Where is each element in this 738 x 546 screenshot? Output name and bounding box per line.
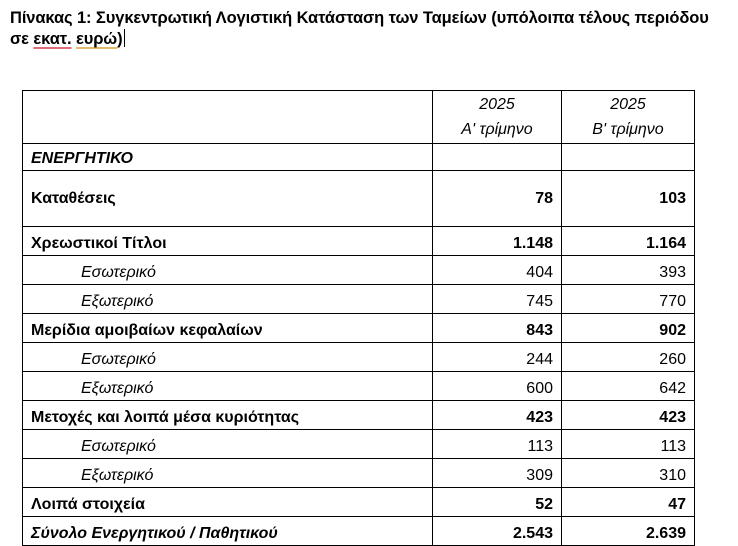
- table-row-deposits: [23, 171, 695, 227]
- row-label[interactable]: Σύνολο Ενεργητικού / Παθητικού: [23, 517, 433, 546]
- value-q1[interactable]: 423: [433, 401, 562, 430]
- table-row-foreign: [23, 285, 695, 314]
- header-q1[interactable]: [433, 91, 562, 144]
- empty-cell[interactable]: [433, 144, 562, 171]
- table-caption[interactable]: [10, 8, 732, 50]
- value-q1[interactable]: 600: [433, 372, 562, 401]
- row-label[interactable]: Εξωτερικό: [23, 285, 433, 314]
- header-q1-year: 2025: [479, 96, 515, 113]
- table-row-domestic: [23, 343, 695, 372]
- spellcheck-flagged-word[interactable]: εκατ.: [33, 30, 72, 48]
- row-label[interactable]: Καταθέσεις: [23, 171, 433, 227]
- header-empty-cell[interactable]: [23, 91, 433, 144]
- caption-text: Πίνακας 1: Συγκεντρωτική Λογιστική Κατάσταση των Ταμείων (υπόλοιπα τέλους περιόδου σε: [10, 9, 709, 48]
- value-q2[interactable]: 393: [562, 256, 695, 285]
- value-q2[interactable]: 47: [562, 488, 695, 517]
- table-row-foreign: [23, 372, 695, 401]
- value-q2[interactable]: 2.639: [562, 517, 695, 546]
- value-q1[interactable]: 309: [433, 459, 562, 488]
- value-q1[interactable]: 745: [433, 285, 562, 314]
- header-q2-year: 2025: [610, 96, 646, 113]
- row-label[interactable]: Λοιπά στοιχεία: [23, 488, 433, 517]
- row-label[interactable]: Εξωτερικό: [23, 459, 433, 488]
- row-label[interactable]: Εσωτερικό: [23, 256, 433, 285]
- section-row-assets: [23, 144, 695, 171]
- value-q2[interactable]: 113: [562, 430, 695, 459]
- value-q1[interactable]: 404: [433, 256, 562, 285]
- table-row-domestic: [23, 430, 695, 459]
- empty-cell[interactable]: [562, 144, 695, 171]
- table-row-domestic: [23, 256, 695, 285]
- value-q1[interactable]: 113: [433, 430, 562, 459]
- row-label[interactable]: Εσωτερικό: [23, 343, 433, 372]
- caption-close-paren: ): [117, 30, 123, 48]
- table-row-total: [23, 517, 695, 546]
- table-row-equity: [23, 401, 695, 430]
- table-row-foreign: [23, 459, 695, 488]
- value-q2[interactable]: 642: [562, 372, 695, 401]
- row-label[interactable]: Εξωτερικό: [23, 372, 433, 401]
- row-label[interactable]: Μετοχές και λοιπά μέσα κυριότητας: [23, 401, 433, 430]
- value-q1[interactable]: 1.148: [433, 227, 562, 256]
- table-row-other-items: [23, 488, 695, 517]
- grammar-flagged-word[interactable]: ευρώ: [75, 30, 118, 48]
- value-q1[interactable]: 52: [433, 488, 562, 517]
- row-label[interactable]: Εσωτερικό: [23, 430, 433, 459]
- header-q2[interactable]: [562, 91, 695, 144]
- value-q2[interactable]: 423: [562, 401, 695, 430]
- header-q2-period: Β' τρίμηνο: [592, 121, 664, 138]
- value-q2[interactable]: 310: [562, 459, 695, 488]
- balance-sheet-table: [22, 90, 695, 546]
- value-q1[interactable]: 843: [433, 314, 562, 343]
- value-q1[interactable]: 78: [433, 171, 562, 227]
- header-row: [23, 91, 695, 144]
- value-q2[interactable]: 103: [562, 171, 695, 227]
- value-q2[interactable]: 902: [562, 314, 695, 343]
- value-q2[interactable]: 1.164: [562, 227, 695, 256]
- header-q1-period: Α' τρίμηνο: [461, 121, 533, 138]
- row-label[interactable]: Χρεωστικοί Τίτλοι: [23, 227, 433, 256]
- table-row-debt-securities: [23, 227, 695, 256]
- value-q1[interactable]: 2.543: [433, 517, 562, 546]
- value-q1[interactable]: 244: [433, 343, 562, 372]
- value-q2[interactable]: 770: [562, 285, 695, 314]
- row-label[interactable]: Μερίδια αμοιβαίων κεφαλαίων: [23, 314, 433, 343]
- section-label[interactable]: ΕΝΕΡΓΗΤΙΚΟ: [23, 144, 433, 171]
- table-row-mutual-fund-shares: [23, 314, 695, 343]
- value-q2[interactable]: 260: [562, 343, 695, 372]
- text-cursor: [124, 29, 126, 47]
